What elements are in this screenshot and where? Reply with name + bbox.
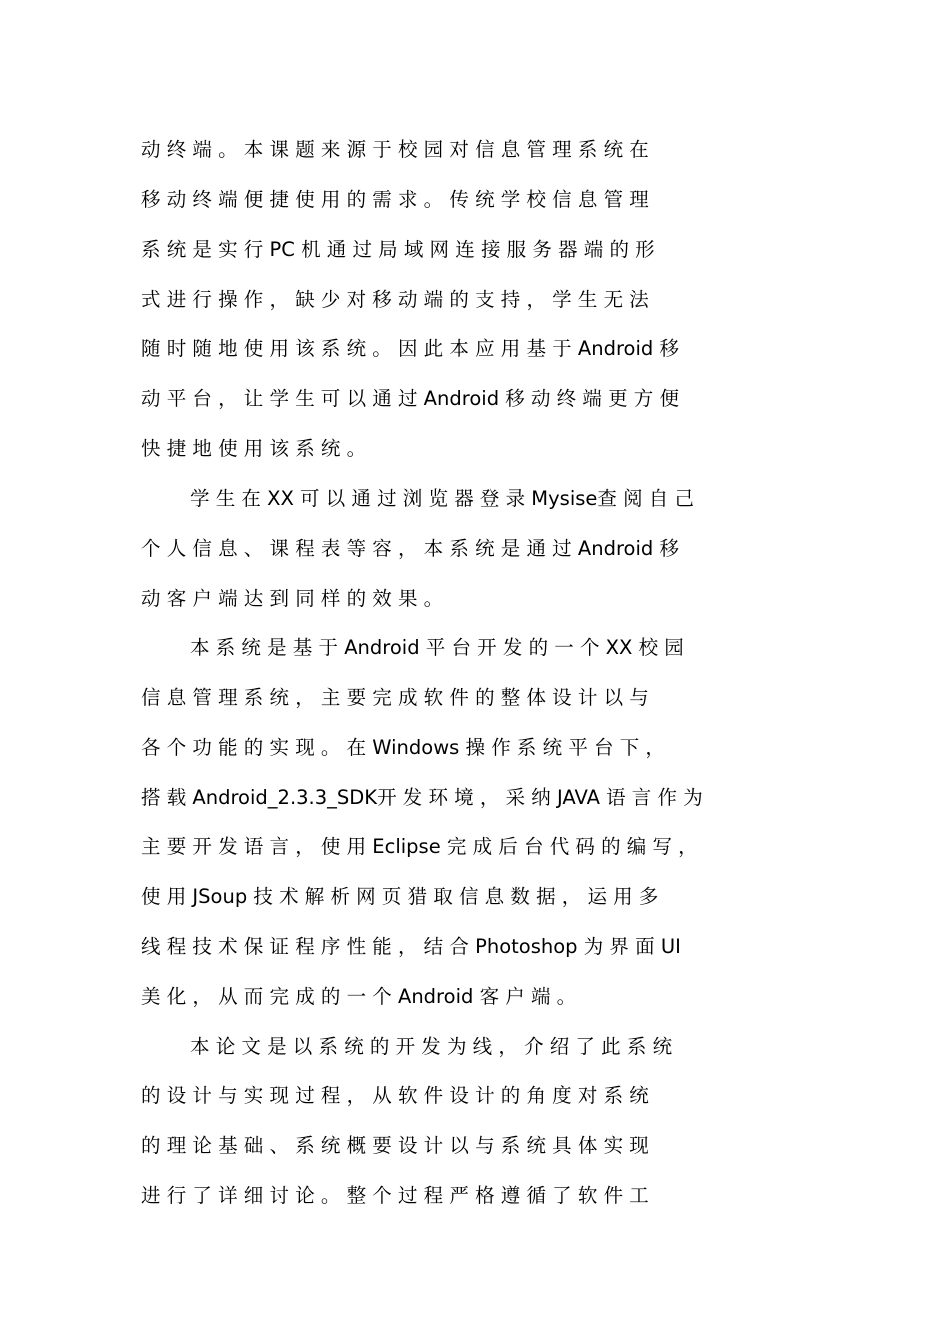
- text-line: 搭 载 Android_2.3.3_SDK开 发 环 境 ， 采 纳 JAVA 语 言 作 为: [141, 786, 703, 809]
- paragraph-first-line: 本 系 统 是 基 于 Android 平 台 开 发 的 一 个 XX 校 园: [190, 636, 684, 659]
- text-line: 动 平 台 ， 让 学 生 可 以 通 过 Android 移 动 终 端 更 方 便: [141, 387, 679, 410]
- text-line: 的 理 论 基 础 、 系 统 概 要 设 计 以 与 系 统 具 体 实 现: [141, 1134, 649, 1157]
- text-line: 随 时 随 地 使 用 该 系 统 。 因 此 本 应 用 基 于 Android 移: [141, 337, 679, 360]
- paragraph-first-line: 学 生 在 XX 可 以 通 过 浏 览 器 登 录 Mysise查 阅 自 己: [190, 487, 694, 510]
- text-line: 系 统 是 实 行 PC 机 通 过 局 域 网 连 接 服 务 器 端 的 形: [141, 238, 655, 261]
- text-line: 式 进 行 操 作 ， 缺 少 对 移 动 端 的 支 持 ， 学 生 无 法: [141, 288, 649, 311]
- text-line: 线 程 技 术 保 证 程 序 性 能 ， 结 合 Photoshop 为 界 面 UI: [141, 935, 681, 958]
- text-line: 美 化 ， 从 而 完 成 的 一 个 Android 客 户 端 。: [141, 985, 577, 1008]
- paragraph-first-line: 本 论 文 是 以 系 统 的 开 发 为 线 ， 介 绍 了 此 系 统: [190, 1035, 673, 1058]
- text-line: 动 终 端 。 本 课 题 来 源 于 校 园 对 信 息 管 理 系 统 在: [141, 138, 649, 161]
- text-line: 个 人 信 息 、 课 程 表 等 容 ， 本 系 统 是 通 过 Android 移: [141, 537, 679, 560]
- text-line: 快 捷 地 使 用 该 系 统 。: [141, 437, 367, 460]
- text-line: 移 动 终 端 便 捷 使 用 的 需 求 。 传 统 学 校 信 息 管 理: [141, 188, 649, 211]
- text-line: 信 息 管 理 系 统 ， 主 要 完 成 软 件 的 整 体 设 计 以 与: [141, 686, 649, 709]
- text-line: 主 要 开 发 语 言 ， 使 用 Eclipse 完 成 后 台 代 码 的 编 写 ，: [141, 835, 698, 858]
- text-line: 进 行 了 详 细 讨 论 。 整 个 过 程 严 格 遵 循 了 软 件 工: [141, 1184, 649, 1207]
- text-line: 的 设 计 与 实 现 过 程 ， 从 软 件 设 计 的 角 度 对 系 统: [141, 1084, 649, 1107]
- text-line: 动 客 户 端 达 到 同 样 的 效 果 。: [141, 587, 444, 610]
- text-line: 使 用 JSoup 技 术 解 析 网 页 猎 取 信 息 数 据 ， 运 用 多: [141, 885, 659, 908]
- text-line: 各 个 功 能 的 实 现 。 在 Windows 操 作 系 统 平 台 下 ，: [141, 736, 665, 759]
